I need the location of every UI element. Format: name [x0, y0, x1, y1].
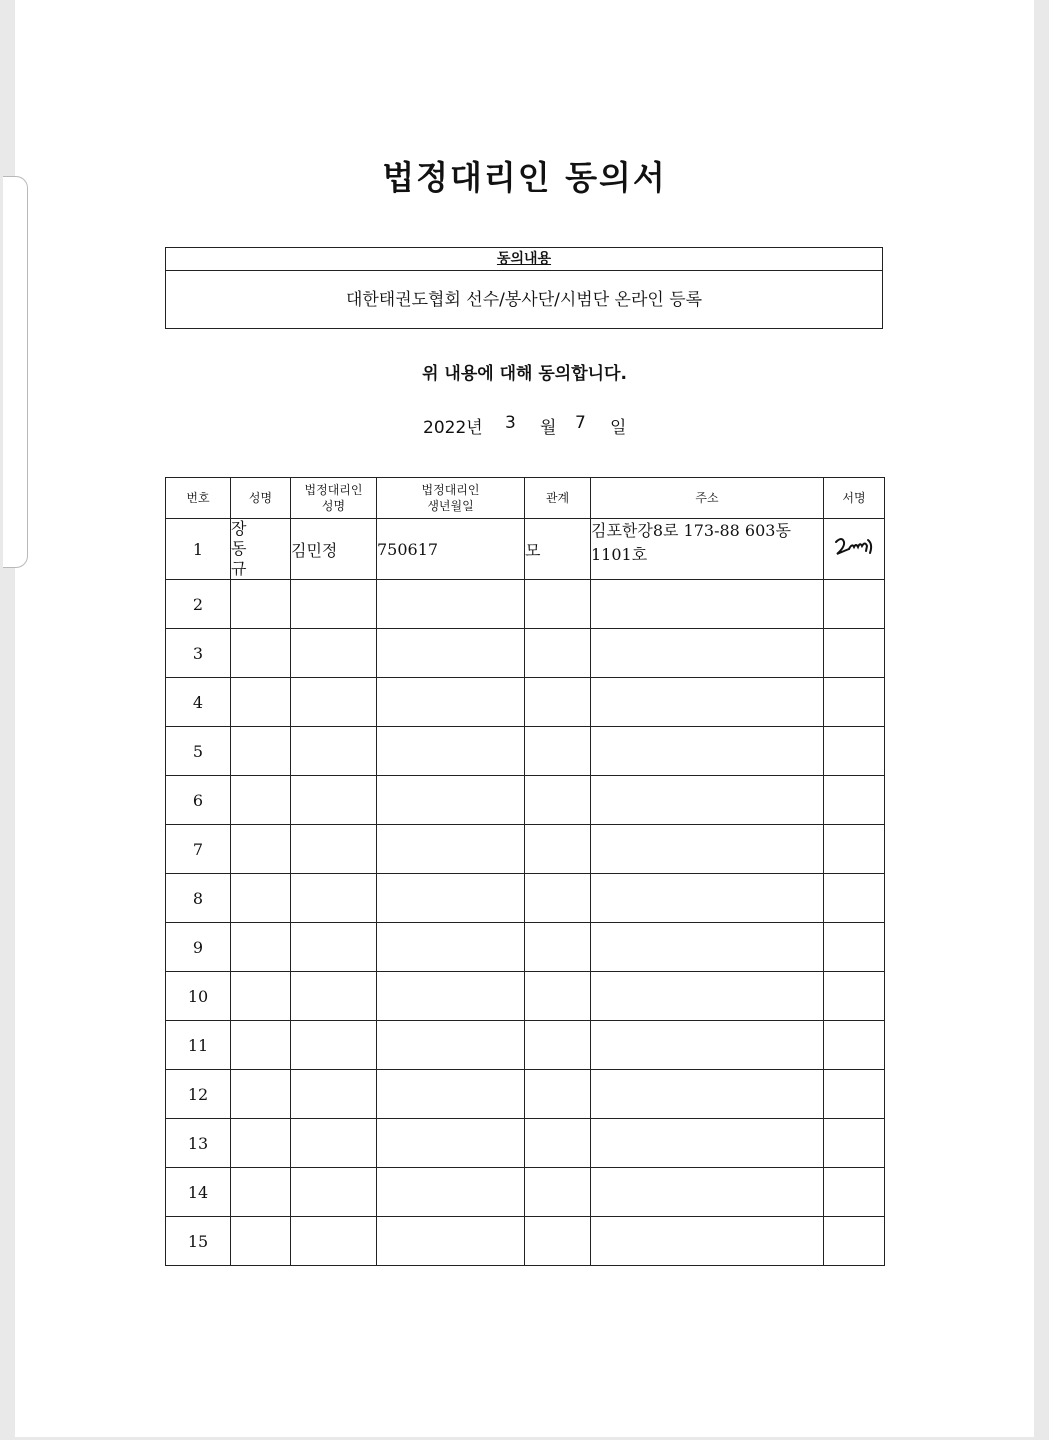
row-guardian-birthdate[interactable]: [377, 1168, 525, 1217]
row-signature[interactable]: [824, 678, 885, 727]
row-guardian-name[interactable]: 김민정: [291, 519, 377, 580]
row-student-name[interactable]: [231, 580, 291, 629]
table-row: [166, 1168, 885, 1217]
row-signature[interactable]: [824, 1168, 885, 1217]
table-row: [166, 678, 885, 727]
row-guardian-name[interactable]: [291, 727, 377, 776]
header-name: 성명: [231, 478, 291, 519]
row-guardian-name[interactable]: [291, 972, 377, 1021]
row-guardian-birthdate[interactable]: [377, 1119, 525, 1168]
date-day-unit: 일: [610, 418, 627, 438]
row-guardian-birthdate[interactable]: [377, 825, 525, 874]
row-guardian-birthdate[interactable]: 750617: [377, 519, 525, 580]
row-student-name[interactable]: [231, 1070, 291, 1119]
row-address[interactable]: [591, 776, 824, 825]
row-signature[interactable]: [824, 1217, 885, 1266]
row-number: 14: [166, 1168, 231, 1217]
row-relation[interactable]: [525, 580, 591, 629]
consent-content: 대한태권도협회 선수/봉사단/시범단 온라인 등록: [345, 290, 703, 310]
row-guardian-name[interactable]: [291, 629, 377, 678]
row-address[interactable]: [591, 825, 824, 874]
header-address: 주소: [591, 478, 824, 519]
row-guardian-birthdate[interactable]: [377, 629, 525, 678]
row-number: 11: [166, 1021, 231, 1070]
row-guardian-name[interactable]: [291, 776, 377, 825]
header-no: 번호: [166, 478, 231, 519]
row-number: 2: [166, 580, 231, 629]
header-signature: 서명: [824, 478, 885, 519]
row-relation[interactable]: [525, 1070, 591, 1119]
row-guardian-name[interactable]: [291, 1021, 377, 1070]
row-student-name[interactable]: [231, 678, 291, 727]
row-number: 8: [166, 874, 231, 923]
table-row: [166, 1217, 885, 1266]
consent-date: [0, 413, 1049, 437]
table-row: [166, 972, 885, 1021]
document-title: 법정대리인 동의서: [382, 158, 667, 197]
table-row: [166, 727, 885, 776]
consent-header: [166, 248, 882, 271]
row-relation[interactable]: [525, 923, 591, 972]
row-number: 12: [166, 1070, 231, 1119]
row-number: 5: [166, 727, 231, 776]
row-guardian-name[interactable]: [291, 1119, 377, 1168]
row-address[interactable]: [591, 629, 824, 678]
row-guardian-birthdate[interactable]: [377, 580, 525, 629]
row-guardian-name[interactable]: [291, 580, 377, 629]
row-signature[interactable]: [824, 776, 885, 825]
row-student-name[interactable]: [231, 972, 291, 1021]
row-guardian-name[interactable]: [291, 1070, 377, 1119]
row-address[interactable]: [591, 580, 824, 629]
row-relation[interactable]: [525, 1119, 591, 1168]
registration-table: [165, 477, 885, 1266]
row-number: 6: [166, 776, 231, 825]
row-student-name[interactable]: [231, 1021, 291, 1070]
row-student-name[interactable]: [231, 1168, 291, 1217]
row-address[interactable]: 김포한강8로 173-88 603동 1101호: [591, 519, 824, 580]
row-guardian-birthdate[interactable]: [377, 1070, 525, 1119]
row-student-name[interactable]: [231, 629, 291, 678]
row-signature[interactable]: [824, 972, 885, 1021]
table-row: [166, 1070, 885, 1119]
row-student-name[interactable]: [231, 1119, 291, 1168]
table-row: [166, 1119, 885, 1168]
row-student-name[interactable]: [231, 825, 291, 874]
row-relation[interactable]: [525, 1217, 591, 1266]
row-signature[interactable]: [824, 923, 885, 972]
row-signature[interactable]: [824, 1021, 885, 1070]
header-guardian-birth-line1: 법정대리인: [421, 483, 480, 497]
row-guardian-birthdate[interactable]: [377, 972, 525, 1021]
row-number: 1: [166, 519, 231, 580]
row-signature[interactable]: [824, 1070, 885, 1119]
row-number: 13: [166, 1119, 231, 1168]
row-relation[interactable]: [525, 825, 591, 874]
row-guardian-name[interactable]: [291, 1168, 377, 1217]
header-guardian-name-line1: 법정대리인: [304, 483, 363, 497]
row-number: 4: [166, 678, 231, 727]
table-row: [166, 519, 885, 580]
table-row: [166, 825, 885, 874]
row-relation[interactable]: [525, 1168, 591, 1217]
date-month: 3: [505, 413, 516, 433]
table-row: [166, 1021, 885, 1070]
row-signature[interactable]: [824, 629, 885, 678]
row-student-name[interactable]: [231, 1217, 291, 1266]
row-address[interactable]: [591, 874, 824, 923]
row-number: 3: [166, 629, 231, 678]
row-guardian-birthdate[interactable]: [377, 1217, 525, 1266]
row-guardian-birthdate[interactable]: [377, 727, 525, 776]
row-signature[interactable]: [824, 580, 885, 629]
handwritten-signature: [832, 534, 876, 560]
row-signature[interactable]: [824, 1119, 885, 1168]
row-address[interactable]: [591, 923, 824, 972]
row-address[interactable]: [591, 1217, 824, 1266]
table-header-row: [166, 478, 885, 519]
row-signature[interactable]: [824, 874, 885, 923]
consent-box: [165, 247, 883, 329]
date-month-unit: 월: [540, 418, 557, 438]
header-relation: 관계: [525, 478, 591, 519]
row-guardian-birthdate[interactable]: [377, 1021, 525, 1070]
row-student-name[interactable]: [231, 874, 291, 923]
row-address[interactable]: [591, 1070, 824, 1119]
table-row: [166, 776, 885, 825]
row-student-name[interactable]: [231, 727, 291, 776]
row-relation[interactable]: [525, 629, 591, 678]
row-relation[interactable]: [525, 678, 591, 727]
row-guardian-name[interactable]: [291, 923, 377, 972]
table-row: [166, 629, 885, 678]
row-number: 9: [166, 923, 231, 972]
header-guardian-name: [291, 478, 377, 519]
row-address[interactable]: [591, 1168, 824, 1217]
row-signature[interactable]: [824, 727, 885, 776]
agreement-statement: 위 내용에 대해 동의합니다.: [422, 364, 627, 384]
row-relation[interactable]: [525, 874, 591, 923]
row-guardian-birthdate[interactable]: [377, 776, 525, 825]
row-number: 7: [166, 825, 231, 874]
row-guardian-birthdate[interactable]: [377, 874, 525, 923]
row-relation[interactable]: [525, 1021, 591, 1070]
row-student-name[interactable]: [231, 923, 291, 972]
consent-header-label: 동의내용: [496, 251, 552, 267]
row-signature[interactable]: [824, 825, 885, 874]
row-relation[interactable]: 모: [525, 519, 591, 580]
row-number: 10: [166, 972, 231, 1021]
row-relation[interactable]: [525, 972, 591, 1021]
row-address[interactable]: [591, 972, 824, 1021]
row-number: 15: [166, 1217, 231, 1266]
row-address[interactable]: [591, 1021, 824, 1070]
row-guardian-birthdate[interactable]: [377, 923, 525, 972]
row-student-name[interactable]: [231, 776, 291, 825]
table-row: [166, 874, 885, 923]
row-guardian-birthdate[interactable]: [377, 678, 525, 727]
header-guardian-birth: [377, 478, 525, 519]
row-guardian-name[interactable]: [291, 874, 377, 923]
date-day: 7: [575, 413, 586, 433]
row-guardian-name[interactable]: [291, 825, 377, 874]
row-address[interactable]: [591, 727, 824, 776]
row-signature[interactable]: [824, 519, 885, 580]
row-relation[interactable]: [525, 776, 591, 825]
row-student-name[interactable]: 장 동 규: [231, 519, 291, 580]
row-guardian-name[interactable]: [291, 1217, 377, 1266]
table-row: [166, 923, 885, 972]
row-relation[interactable]: [525, 727, 591, 776]
header-guardian-birth-line2: 생년월일: [427, 499, 474, 513]
row-address[interactable]: [591, 1119, 824, 1168]
header-guardian-name-line2: 성명: [321, 499, 346, 513]
date-year: 2022년: [423, 418, 483, 438]
row-guardian-name[interactable]: [291, 678, 377, 727]
table-row: [166, 580, 885, 629]
row-address[interactable]: [591, 678, 824, 727]
table-body: [166, 519, 885, 1266]
